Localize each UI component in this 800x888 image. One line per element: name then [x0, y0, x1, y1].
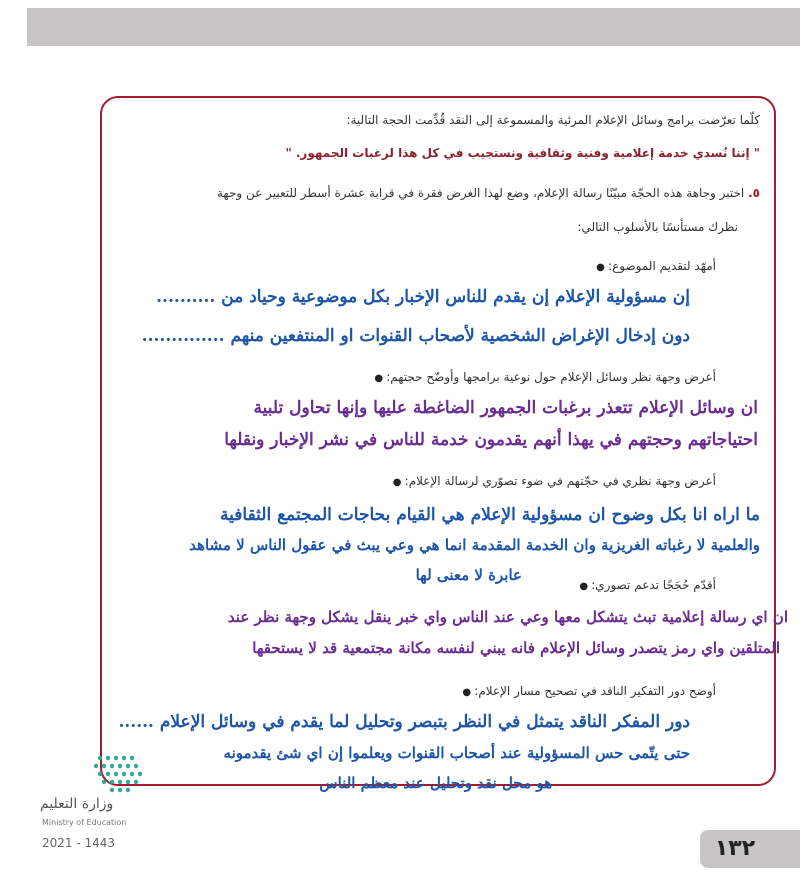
- page-number-tab: [700, 830, 800, 868]
- answer-1-line-2: دون إدخال الإغراض الشخصية لأصحاب القنوات او المنتفعين منهم ..............: [141, 326, 690, 346]
- answer-2-line-1: ان وسائل الإعلام تتعذر برغبات الجمهور الضاغطة عليها وإنها تحاول تلبية: [253, 398, 758, 418]
- bullet-3: أعرض وجهة نظري في حجّتهم في ضوء تصوّري لرسالة الإعلام: ●: [393, 474, 716, 488]
- bullet-1: أمهّد لتقديم الموضوع: ●: [596, 259, 716, 273]
- answer-3-line-1: ما اراه انا بكل وضوح ان مسؤولية الإعلام هي القيام بحاجات المجتمع الثقافية: [220, 505, 760, 525]
- answer-3-line-3: عابرة لا معنى لها: [415, 566, 522, 584]
- bullet-2: أعرض وجهة نظر وسائل الإعلام حول نوعية برامجها وأوضّح حجتهم: ●: [374, 370, 716, 384]
- answer-5-line-3: هو محل نقد وتحليل عند معظم الناس: [319, 774, 552, 792]
- task-text-1: اختبر وجاهة هذه الحجّة مبيّنًا رسالة الإعلام، وضع لهذا الغرض فقرة في قرابة عشرة أسطر للتعبير عن وجهة: [216, 186, 745, 200]
- ministry-name-arabic: وزارة التعليم: [40, 796, 114, 812]
- answer-3-line-2: والعلمية لا رغباته الغريزية وان الخدمة المقدمة انما هي وعي يبث في عقول الناس لا مشاهد: [189, 536, 760, 554]
- bullet-4: أقدّم حُجَجًا تدعم تصوري: ●: [579, 578, 716, 592]
- intro-text: كلّما تعرّضت برامج وسائل الإعلام المرئية والمسموعة إلى النقد قُدِّمت الحجة التالية:: [346, 113, 760, 127]
- ministry-name-english: Ministry of Education: [42, 818, 127, 827]
- page-number: ١٣٢: [714, 836, 756, 861]
- task-number: ٥.: [748, 186, 760, 200]
- answer-4-line-1: ان اي رسالة إعلامية تبث يتشكل معها وعي عند الناس واي خبر ينقل يشكل وجهة نظر عند: [227, 608, 788, 626]
- answer-5-line-1: دور المفكر الناقد يتمثل في النظر بتبصر وتحليل لما يقدم في وسائل الإعلام ......: [118, 712, 690, 732]
- ministry-emblem-icon: [90, 752, 160, 797]
- edition-year: 2021 - 1443: [42, 836, 116, 850]
- answer-1-line-1: إن مسؤولية الإعلام إن يقدم للناس الإخبار بكل موضوعية وحياد من ..........: [156, 287, 690, 307]
- quoted-argument: " إننا نُسدي خدمة إعلامية وفنية وثقافية ونستجيب في كل هذا لرغبات الجمهور. ": [285, 146, 760, 160]
- answer-4-line-2: المتلقين واي رمز يتصدر وسائل الإعلام فانه يبني لنفسه مكانة مجتمعية قد لا يستحقها: [252, 639, 780, 657]
- answer-2-line-2: احتياجاتهم وحجتهم في يهذا أنهم يقدمون خدمة للناس في نشر الإخبار ونقلها: [224, 430, 758, 450]
- header-bar: [27, 8, 800, 46]
- answer-5-line-2: حتى يتّمى حس المسؤولية عند أصحاب القنوات ويعلموا إن اي شئ يقدمونه: [223, 744, 690, 762]
- bullet-5: أوضح دور التفكير الناقد في تصحيح مسار الإعلام: ●: [462, 684, 716, 698]
- task-line-1: [217, 186, 760, 200]
- task-line-2: نظرك مستأنسًا بالأسلوب التالي:: [577, 220, 738, 234]
